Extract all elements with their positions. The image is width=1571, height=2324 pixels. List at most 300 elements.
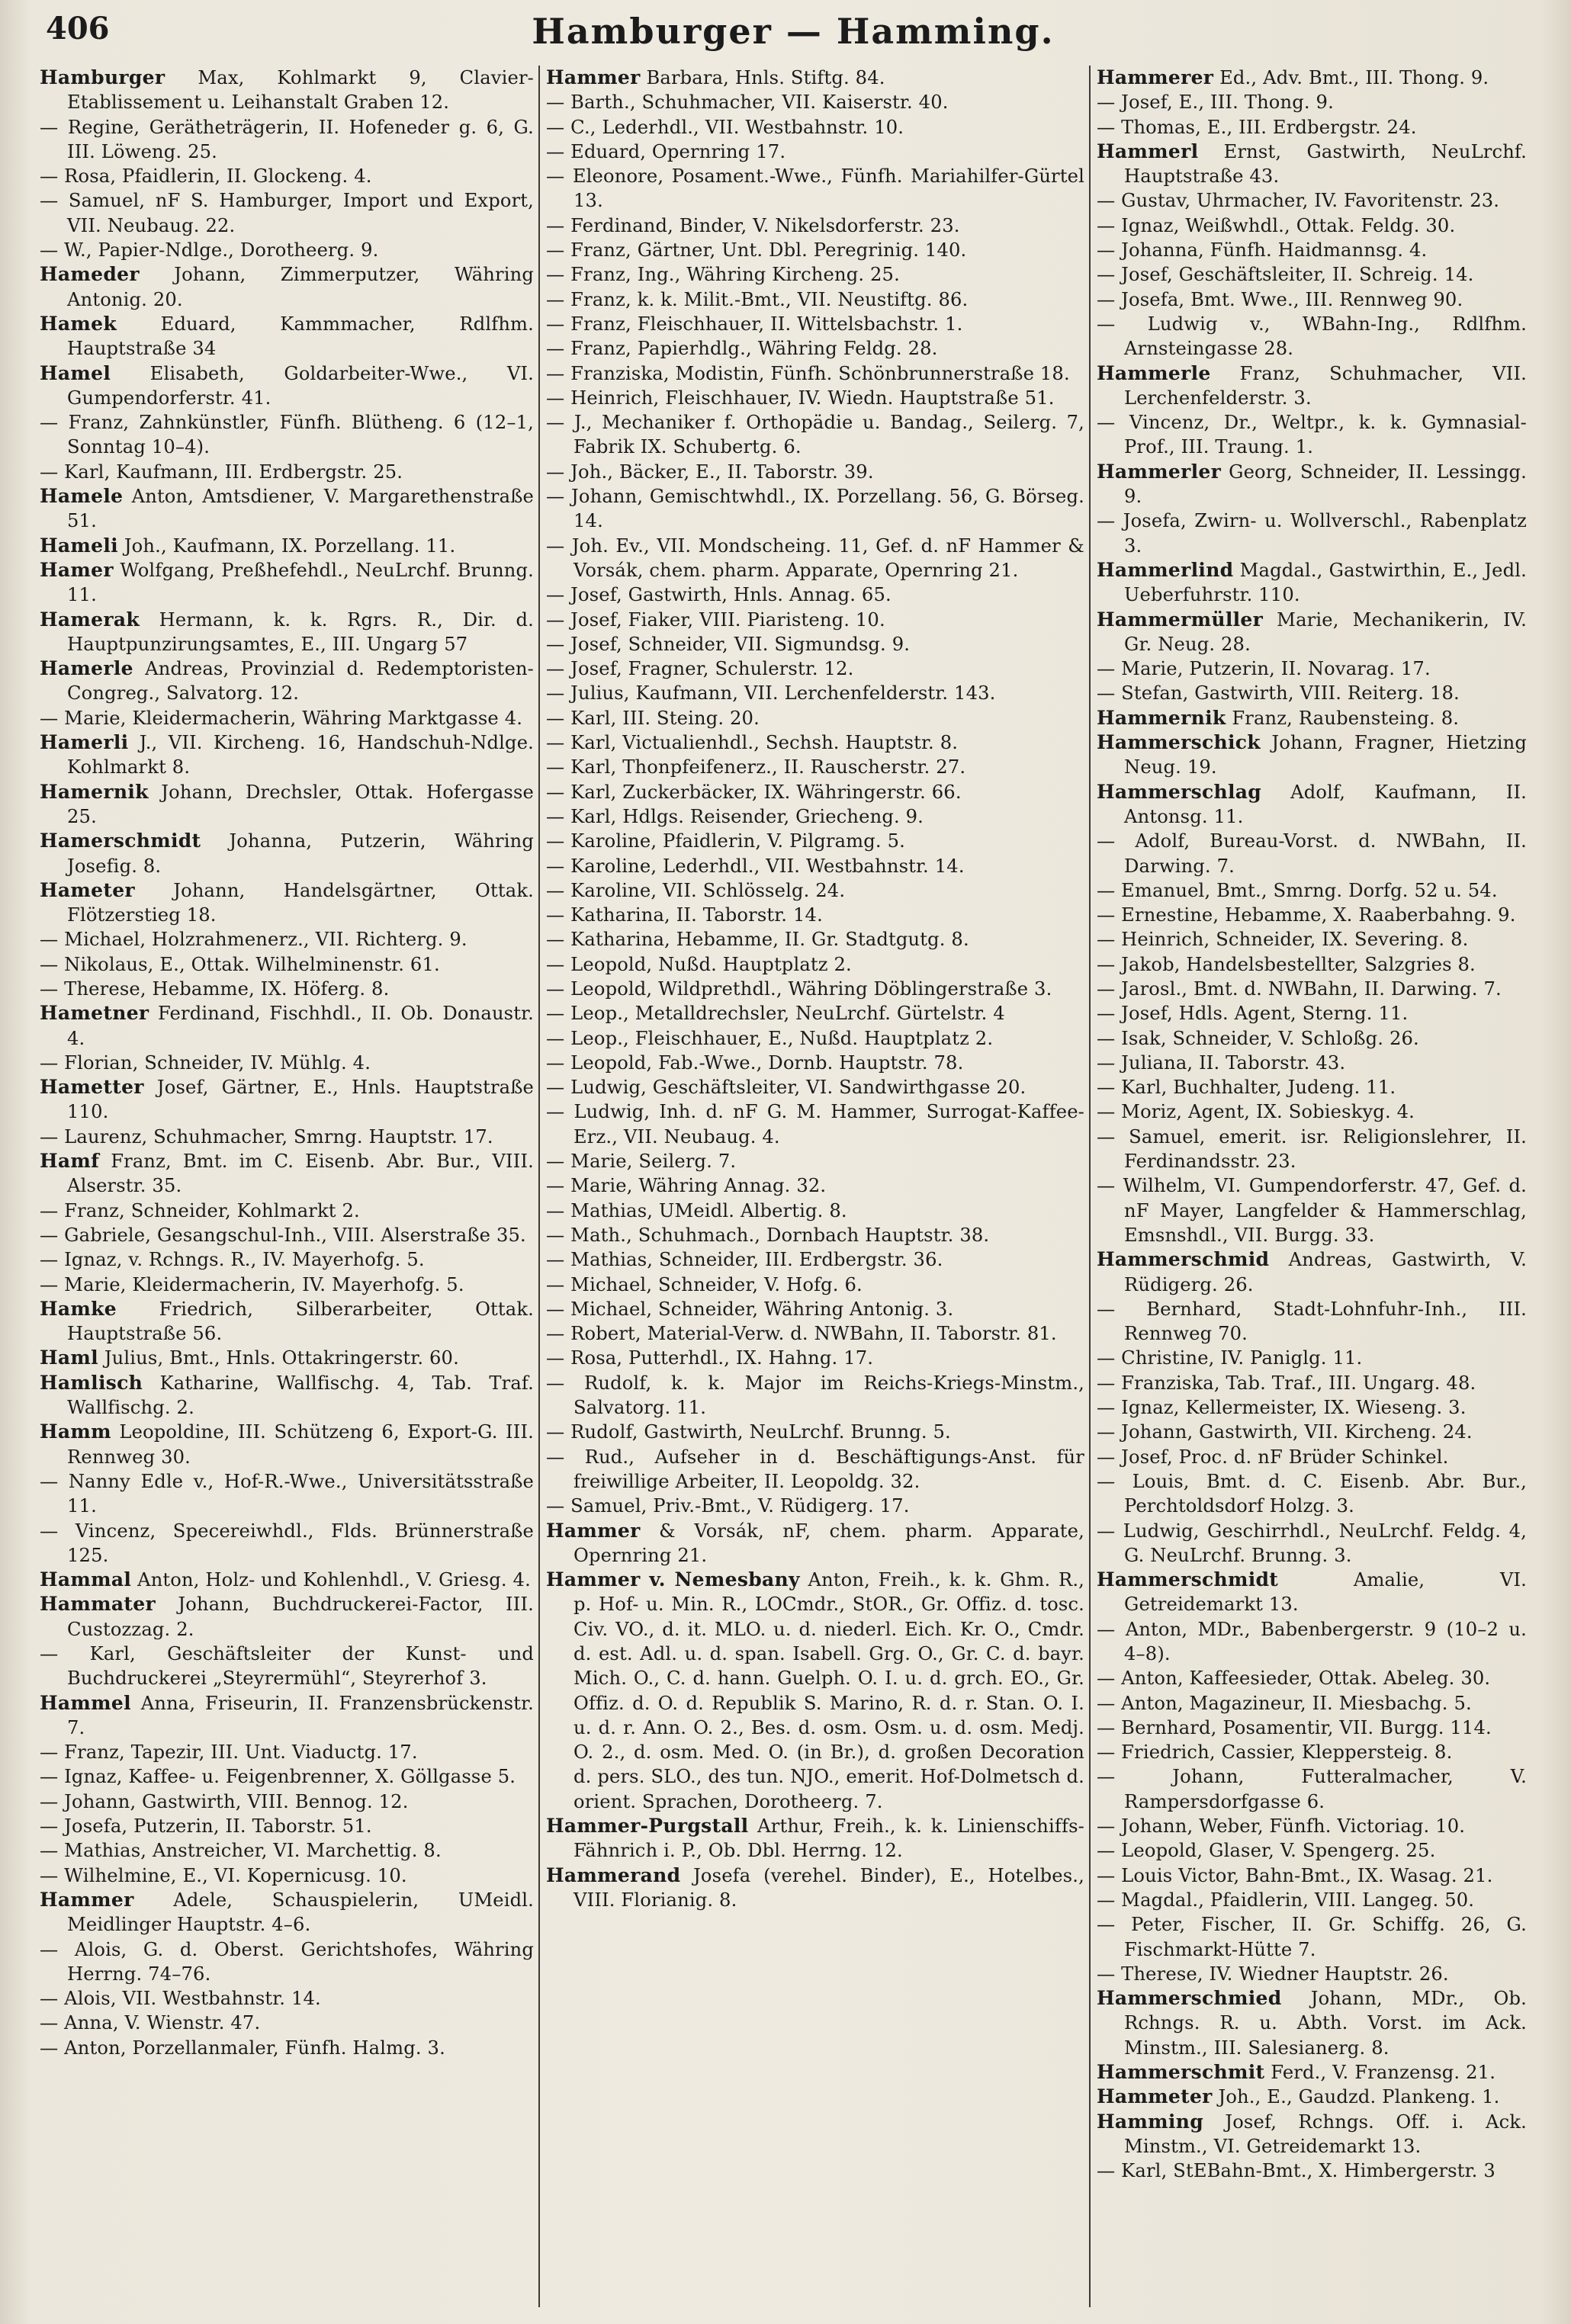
directory-entry	[1097, 1617, 1527, 1667]
directory-entry	[40, 1863, 534, 1888]
entry-text: — Josef, Geschäftsleiter, II. Schreig. 14.	[1097, 264, 1474, 286]
directory-entry	[40, 1149, 534, 1199]
entry-text: — Anton, Magazineur, II. Miesbachg. 5.	[1097, 1692, 1472, 1714]
entry-text: Anton, Freih., k. k. Ghm. R., p. Hof- u. Min. R., LOCmdr., StOR., Gr. Offiz. d. tosc. Civ. VO., d. it. MLO. u. d. niederl. Eich. Kr. O., Cmdr. d. est. Adl. u. d. span. Isabell. Grg. O., Gr. C. d. bayr. Mich. O., C. d. hann. Guelph. O. I. u. d. grch. EO., Gr. Offiz. d. O. d. Republik S. Marino, R. d. r. Stan. O. I. u. d. r. Ann. O. 2., Bes. d. osm. Osm. u. d. osm. Medj. O. 2., d. osm. Med. O. (in Br.), d. großen Decoration d. pers. SLO., des tun. NJO., emerit. Hof-Dolmetsch d. orient. Sprachen, Dorotheerg. 7.	[573, 1569, 1084, 1812]
directory-entry	[1097, 1026, 1527, 1051]
entry-text: — Leop., Fleischhauer, E., Nußd. Hauptplatz 2.	[546, 1027, 994, 1049]
entry-text: Georg, Schneider, II. Lessingg. 9.	[1124, 461, 1527, 508]
directory-entry	[1097, 1075, 1527, 1099]
entry-text: Ernst, Gastwirth, NeuLrchf. Hauptstraße 43.	[1124, 140, 1527, 188]
entry-text: — Franz, Gärtner, Unt. Dbl. Peregrinig. 140.	[546, 239, 967, 262]
entry-surname: Hamek	[40, 312, 117, 335]
directory-entry	[40, 558, 534, 608]
directory-entry	[40, 1838, 534, 1863]
directory-entry	[1097, 681, 1527, 705]
entry-text: — Johann, Gastwirth, VII. Kircheng. 24.	[1097, 1421, 1473, 1443]
directory-entry	[40, 1199, 534, 1223]
directory-entry	[40, 1371, 534, 1420]
entry-surname: Hameli	[40, 534, 118, 557]
entry-surname: Hamming	[1097, 2110, 1203, 2133]
directory-entry	[40, 1814, 534, 1838]
directory-entry	[40, 312, 534, 361]
entry-text: — Karl, Kaufmann, III. Erdbergstr. 25.	[40, 461, 403, 483]
directory-entry	[1097, 460, 1527, 509]
entry-text: — Nikolaus, E., Ottak. Wilhelminenstr. 61.	[40, 953, 440, 975]
entry-text: Joh., Kaufmann, IX. Porzellang. 11.	[117, 534, 456, 557]
entry-text: — Peter, Fischer, II. Gr. Schiffg. 26, G. Fischmarkt-Hütte 7.	[1097, 1914, 1527, 1960]
directory-entry	[1097, 1469, 1527, 1519]
entry-surname: Hamerschmidt	[40, 830, 201, 852]
directory-entry	[1097, 188, 1527, 213]
entry-text: Leopoldine, III. Schützeng 6, Export-G. III. Rennweg 30.	[67, 1421, 534, 1468]
directory-entry	[1097, 262, 1527, 287]
directory-entry	[1097, 1740, 1527, 1764]
entry-text: — Leopold, Glaser, V. Spengerg. 25.	[1097, 1840, 1436, 1862]
entry-text: — Franziska, Modistin, Fünfh. Schönbrunnerstraße 18.	[546, 362, 1070, 384]
entry-text: — Josef, Gastwirth, Hnls. Annag. 65.	[546, 584, 892, 606]
entry-surname: Hametner	[40, 1002, 149, 1025]
entry-text: Anna, Friseurin, II. Franzensbrückenstr. 7.	[67, 1692, 534, 1738]
entry-text: — Ignaz, v. Rchngs. R., IV. Mayerhofg. 5.	[40, 1249, 425, 1271]
entry-text: — Anna, V. Wienstr. 47.	[40, 2012, 261, 2034]
directory-entry	[40, 1420, 534, 1469]
entry-text: — Ignaz, Kellermeister, IX. Wieseng. 3.	[1097, 1397, 1467, 1419]
entry-text: — Michael, Schneider, Währing Antonig. 3.	[546, 1298, 954, 1320]
entry-surname: Hammer	[546, 1519, 641, 1542]
entry-surname: Hammermüller	[1097, 608, 1264, 631]
entry-text: — Jarosl., Bmt. d. NWBahn, II. Darwing. 7.	[1097, 977, 1502, 1000]
directory-entry	[546, 1519, 1084, 1568]
directory-entry	[546, 164, 1084, 213]
directory-entry	[1097, 1666, 1527, 1690]
entry-text: Johanna, Putzerin, Währing Josefig. 8.	[67, 830, 534, 877]
entry-text: — Joh., Bäcker, E., II. Taborstr. 39.	[546, 461, 874, 483]
entry-text: — Ludwig v., WBahn-Ing., Rdlfhm. Arnsteingasse 28.	[1097, 313, 1527, 360]
directory-entry	[40, 706, 534, 730]
entry-text: — Michael, Holzrahmenerz., VII. Richterg. 9.	[40, 929, 467, 951]
entry-text: — Vincenz, Dr., Weltpr., k. k. Gymnasial-Prof., III. Traung. 1.	[1097, 412, 1527, 458]
directory-entry	[546, 140, 1084, 164]
directory-entry	[546, 534, 1084, 583]
entry-surname: Hammerle	[1097, 361, 1211, 384]
entry-text: Hermann, k. k. Rgrs. R., Dir. d. Hauptpunzirungsamtes, E., III. Ungarg 57	[67, 608, 534, 655]
entry-text: — Bernhard, Posamentir, VII. Burgg. 114.	[1097, 1716, 1492, 1738]
entry-text: — Rudolf, Gastwirth, NeuLrchf. Brunng. 5.	[546, 1421, 951, 1443]
directory-entry	[40, 66, 534, 115]
entry-text: — Wilhelmine, E., VI. Kopernicusg. 10.	[40, 1864, 407, 1886]
entry-surname: Hamburger	[40, 66, 165, 88]
entry-text: — Bernhard, Stadt-Lohnfuhr-Inh., III. Rennweg 70.	[1097, 1298, 1527, 1345]
entry-text: — Ludwig, Geschirrhdl., NeuLrchf. Feldg. 4, G. NeuLrchf. Brunng. 3.	[1097, 1520, 1527, 1566]
directory-entry	[546, 903, 1084, 927]
directory-entry	[1097, 558, 1527, 608]
entry-text: — Leop., Metalldrechsler, NeuLrchf. Gürtelstr. 4	[546, 1003, 1005, 1025]
entry-text: — Josef, Proc. d. nF Brüder Schinkel.	[1097, 1446, 1449, 1468]
entry-text: Johann, Drechsler, Ottak. Hofergasse 25.	[67, 781, 534, 827]
entry-text: Josefa (verehel. Binder), E., Hotelbes., VIII. Florianig. 8.	[573, 1864, 1084, 1911]
entry-text: — Mathias, Anstreicher, VI. Marchettig. 8.	[40, 1840, 442, 1862]
entry-text: — Marie, Seilerg. 7.	[546, 1151, 737, 1173]
entry-text: Elisabeth, Goldarbeiter-Wwe., VI. Gumpendorferstr. 41.	[67, 362, 534, 409]
directory-entry	[546, 755, 1084, 779]
directory-entry	[546, 1371, 1084, 1420]
entry-text: Andreas, Gastwirth, V. Rüdigerg. 26.	[1124, 1249, 1527, 1295]
directory-entry	[1097, 878, 1527, 903]
entry-text: — Ignaz, Kaffee- u. Feigenbrenner, X. Göllgasse 5.	[40, 1766, 516, 1788]
entry-surname: Hamerak	[40, 608, 140, 631]
entry-text: — Marie, Währing Annag. 32.	[546, 1175, 827, 1197]
entry-surname: Hameder	[40, 263, 140, 286]
directory-entry	[1097, 1173, 1527, 1247]
entry-text: — C., Lederhdl., VII. Westbahnstr. 10.	[546, 116, 904, 138]
entry-surname: Hammel	[40, 1691, 131, 1714]
directory-entry	[546, 115, 1084, 140]
directory-entry	[546, 608, 1084, 632]
directory-entry	[1097, 90, 1527, 114]
entry-surname: Hammer	[40, 1888, 134, 1911]
directory-entry	[1097, 1519, 1527, 1568]
entry-text: — Katharina, Hebamme, II. Gr. Stadtgutg. 8.	[546, 929, 969, 951]
entry-surname: Hamlisch	[40, 1371, 143, 1394]
entry-surname: Hammater	[40, 1593, 156, 1616]
directory-entry	[1097, 66, 1527, 90]
directory-entry	[40, 188, 534, 238]
directory-entry	[546, 238, 1084, 262]
directory-entry	[546, 1247, 1084, 1272]
directory-entry	[1097, 780, 1527, 830]
entry-text: — Karoline, Lederhdl., VII. Westbahnstr. 14.	[546, 855, 965, 877]
entry-text: — Johann, Gastwirth, VIII. Bennog. 12.	[40, 1790, 409, 1812]
entry-surname: Hammer v. Nemesbany	[546, 1568, 800, 1591]
entry-text: — Karoline, Pfaidlerin, V. Pilgramg. 5.	[546, 830, 905, 852]
directory-entry	[1097, 730, 1527, 780]
directory-entry	[40, 1469, 534, 1519]
directory-entry	[1097, 1912, 1527, 1962]
directory-entry	[1097, 1395, 1527, 1420]
entry-text: — Therese, Hebamme, IX. Höferg. 8.	[40, 977, 390, 1000]
directory-columns	[40, 66, 1527, 2307]
directory-entry	[1097, 140, 1527, 189]
entry-surname: Hammerand	[546, 1863, 681, 1886]
entry-text: — Magdal., Pfaidlerin, VIII. Langeg. 50.	[1097, 1889, 1475, 1911]
entry-text: — Heinrich, Fleischhauer, IV. Wiedn. Hauptstraße 51.	[546, 387, 1055, 409]
entry-text: — Franz, k. k. Milit.-Bmt., VII. Neustiftg. 86.	[546, 288, 969, 310]
directory-entry	[40, 1273, 534, 1297]
directory-entry	[40, 1346, 534, 1370]
entry-text: Max, Kohlmarkt 9, Clavier-Etablissement u. Leihanstalt Graben 12.	[67, 67, 534, 114]
directory-entry	[1097, 706, 1527, 730]
entry-text: Ferd., V. Franzensg. 21.	[1264, 2062, 1496, 2084]
entry-surname: Hammal	[40, 1568, 132, 1591]
entry-text: Josef, Rchngs. Off. i. Ack. Minstm., VI. Getreidemarkt 13.	[1124, 2111, 1527, 2157]
directory-entry	[1097, 1445, 1527, 1469]
entry-text: — Franziska, Tab. Traf., III. Ungarg. 48.	[1097, 1372, 1476, 1394]
entry-text: — Leopold, Wildprethdl., Währing Döblingerstraße 3.	[546, 977, 1052, 1000]
directory-entry	[546, 262, 1084, 287]
entry-text: — Franz, Fleischhauer, II. Wittelsbachstr. 1.	[546, 313, 963, 335]
entry-text: — Josef, Fiaker, VIII. Piaristeng. 10.	[546, 608, 885, 631]
entry-text: — Anton, Kaffeesieder, Ottak. Abeleg. 30.	[1097, 1668, 1491, 1690]
entry-text: — Joh. Ev., VII. Mondscheing. 11, Gef. d. nF Hammer & Vorsák, chem. pharm. Apparate, Opernring 21.	[546, 534, 1084, 581]
directory-entry	[1097, 238, 1527, 262]
directory-entry	[546, 1223, 1084, 1247]
entry-text: — Rosa, Putterhdl., IX. Hahng. 17.	[546, 1347, 874, 1369]
directory-entry	[40, 2036, 534, 2060]
directory-entry	[546, 1173, 1084, 1198]
entry-text: Julius, Bmt., Hnls. Ottakringerstr. 60.	[98, 1347, 459, 1369]
entry-text: — Mathias, UMeidl. Albertig. 8.	[546, 1199, 847, 1221]
entry-surname: Hammer	[546, 66, 641, 88]
directory-entry	[1097, 1051, 1527, 1075]
entry-text: — Samuel, Priv.-Bmt., V. Rüdigerg. 17.	[546, 1495, 910, 1517]
directory-entry	[40, 1075, 534, 1125]
directory-entry	[1097, 1125, 1527, 1174]
entry-text: — Barth., Schuhmacher, VII. Kaiserstr. 40.	[546, 91, 949, 114]
entry-text: — Isak, Schneider, V. Schloßg. 26.	[1097, 1027, 1419, 1049]
entry-text: — Rud., Aufseher in d. Beschäftigungs-Anst. für freiwillige Arbeiter, II. Leopoldg. 32.	[546, 1446, 1084, 1492]
entry-text: — Samuel, nF S. Hamburger, Import und Export, VII. Neubaug. 22.	[40, 190, 534, 236]
directory-entry	[40, 1297, 534, 1347]
directory-entry	[546, 854, 1084, 878]
entry-surname: Hammeter	[1097, 2085, 1213, 2108]
entry-text: — Karl, Victualienhdl., Sechsh. Hauptstr. 8.	[546, 732, 959, 754]
directory-entry	[1097, 977, 1527, 1001]
directory-entry	[546, 386, 1084, 410]
directory-entry	[546, 1321, 1084, 1346]
entry-surname: Hamerli	[40, 731, 129, 754]
entry-text: — Nanny Edle v., Hof-R.-Wwe., Universitätsstraße 11.	[40, 1470, 534, 1517]
directory-entry	[1097, 1716, 1527, 1740]
entry-text: — Eduard, Opernring 17.	[546, 140, 786, 162]
directory-entry	[40, 1642, 534, 1691]
directory-entry	[40, 730, 534, 780]
directory-entry	[546, 927, 1084, 952]
directory-entry	[40, 1247, 534, 1272]
directory-entry	[40, 164, 534, 188]
directory-entry	[546, 1273, 1084, 1297]
entry-text: Barbara, Hnls. Stiftg. 84.	[640, 67, 885, 88]
directory-entry	[40, 1125, 534, 1149]
entry-text: — Karl, Thonpfeifenerz., II. Rauscherstr. 27.	[546, 756, 966, 778]
directory-entry	[546, 632, 1084, 656]
directory-entry	[546, 410, 1084, 460]
directory-entry	[546, 336, 1084, 361]
directory-entry	[546, 878, 1084, 903]
entry-text: — Marie, Putzerin, II. Novarag. 17.	[1097, 658, 1431, 680]
entry-surname: Hammer-Purgstall	[546, 1815, 749, 1838]
directory-entry	[40, 829, 534, 878]
entry-text: — Wilhelm, VI. Gumpendorferstr. 47, Gef. d. nF Mayer, Langfelder & Hammerschlag, Emsnshdl., VII. Burgg. 33.	[1097, 1175, 1527, 1246]
entry-text: — Robert, Material-Verw. d. NWBahn, II. Taborstr. 81.	[546, 1323, 1057, 1345]
entry-text: — Josefa, Zwirn- u. Wollverschl., Rabenplatz 3.	[1097, 510, 1527, 557]
entry-text: — Therese, IV. Wiedner Hauptstr. 26.	[1097, 1963, 1449, 1985]
directory-entry	[546, 460, 1084, 484]
entry-text: — Math., Schuhmach., Dornbach Hauptstr. 38.	[546, 1224, 990, 1246]
directory-entry	[1097, 903, 1527, 927]
entry-surname: Hammerler	[1097, 460, 1222, 483]
entry-text: — Josefa, Putzerin, II. Taborstr. 51.	[40, 1815, 372, 1838]
entry-text: — Karl, Geschäftsleiter der Kunst- und Buchdruckerei „Steyrermühl“, Steyrerhof 3.	[40, 1643, 534, 1690]
directory-entry	[546, 1051, 1084, 1075]
entry-text: Johann, Zimmerputzer, Währing Antonig. 20.	[67, 264, 534, 310]
entry-text: — Franz, Schneider, Kohlmarkt 2.	[40, 1199, 360, 1221]
entry-text: — Thomas, E., III. Erdbergstr. 24.	[1097, 116, 1417, 138]
directory-entry	[1097, 1986, 1527, 2060]
entry-surname: Hamm	[40, 1420, 111, 1443]
directory-entry	[40, 1764, 534, 1789]
entry-text: — Franz, Ing., Währing Kircheng. 25.	[546, 264, 900, 286]
directory-entry	[546, 312, 1084, 336]
entry-text: — Johanna, Fünfh. Haidmannsg. 4.	[1097, 239, 1428, 262]
page-header	[46, 11, 1540, 56]
directory-entry	[546, 829, 1084, 853]
directory-entry	[40, 115, 534, 165]
directory-entry	[1097, 410, 1527, 460]
directory-entry	[546, 66, 1084, 90]
directory-entry	[40, 780, 534, 830]
entry-surname: Hammerschlag	[1097, 780, 1262, 803]
directory-entry	[40, 927, 534, 952]
directory-entry	[1097, 2085, 1527, 2109]
directory-entry	[546, 656, 1084, 681]
entry-text: — Karl, Zuckerbäcker, IX. Währingerstr. 66.	[546, 781, 962, 803]
directory-entry	[546, 730, 1084, 755]
directory-entry	[546, 1297, 1084, 1321]
entry-text: — Johann, Gemischtwhdl., IX. Porzellang. 56, G. Börseg. 14.	[546, 486, 1084, 532]
entry-surname: Hamke	[40, 1297, 117, 1320]
directory-entry	[40, 1051, 534, 1075]
entry-surname: Hammernik	[1097, 706, 1226, 729]
directory-entry	[546, 1001, 1084, 1026]
entry-text: — Gabriele, Gesangschul-Inh., VIII. Alserstraße 35.	[40, 1224, 526, 1246]
entry-text: — Louis, Bmt. d. C. Eisenb. Abr. Bur., Perchtoldsdorf Holzg. 3.	[1097, 1470, 1527, 1517]
entry-text: Katharine, Wallfischg. 4, Tab. Traf. Wallfischg. 2.	[67, 1372, 534, 1419]
entry-text: — W., Papier-Ndlge., Dorotheerg. 9.	[40, 239, 379, 262]
column-2	[546, 66, 1084, 2307]
directory-entry	[40, 1001, 534, 1051]
directory-entry	[546, 1814, 1084, 1863]
entry-text: — Christine, IV. Paniglg. 11.	[1097, 1347, 1363, 1369]
directory-entry	[546, 583, 1084, 607]
directory-entry	[1097, 115, 1527, 140]
entry-text: — Ludwig, Geschäftsleiter, VI. Sandwirthgasse 20.	[546, 1077, 1026, 1099]
entry-text: — Leopold, Fab.-Wwe., Dornb. Hauptstr. 78.	[546, 1051, 964, 1074]
entry-text: — Ernestine, Hebamme, X. Raaberbahng. 9.	[1097, 904, 1516, 926]
directory-entry	[40, 238, 534, 262]
directory-entry	[546, 90, 1084, 114]
entry-text: Andreas, Provinzial d. Redemptoristen-Congreg., Salvatorg. 12.	[67, 658, 534, 705]
entry-surname: Hammerschmied	[1097, 1987, 1282, 2010]
column-1	[40, 66, 534, 2307]
entry-text: Franz, Bmt. im C. Eisenb. Abr. Bur., VIII. Alserstr. 35.	[67, 1151, 534, 1197]
directory-entry	[40, 1223, 534, 1247]
entry-text: — Michael, Schneider, V. Hofg. 6.	[546, 1273, 863, 1295]
entry-text: — Franz, Tapezir, III. Unt. Viaductg. 17.	[40, 1741, 418, 1764]
entry-surname: Hamernik	[40, 780, 149, 803]
directory-entry	[1097, 1371, 1527, 1395]
entry-text: — Emanuel, Bmt., Smrng. Dorfg. 52 u. 54.	[1097, 879, 1498, 901]
directory-entry	[40, 656, 534, 706]
column-divider	[538, 66, 540, 2307]
entry-text: Arthur, Freih., k. k. Linienschiffs-Fähnrich i. P., Ob. Dbl. Herrng. 12.	[573, 1815, 1084, 1862]
directory-entry	[40, 1937, 534, 1987]
entry-text: Wolfgang, Preßhefehdl., NeuLrchf. Brunng. 11.	[67, 559, 534, 606]
entry-text: — Anton, MDr., Babenbergerstr. 9 (10–2 u. 4–8).	[1097, 1618, 1527, 1664]
directory-entry	[1097, 1691, 1527, 1716]
directory-entry	[40, 460, 534, 484]
entry-text: — Johann, Futteralmacher, V. Rampersdorfgasse 6.	[1097, 1766, 1527, 1812]
directory-entry	[40, 361, 534, 411]
directory-entry	[1097, 1814, 1527, 1838]
directory-entry	[1097, 361, 1527, 411]
entry-text: — Heinrich, Schneider, IX. Severing. 8.	[1097, 929, 1469, 951]
entry-text: — Josef, Schneider, VII. Sigmundsg. 9.	[546, 633, 911, 655]
directory-entry	[1097, 1838, 1527, 1863]
directory-entry	[1097, 1247, 1527, 1297]
entry-surname: Hamer	[40, 558, 114, 581]
directory-entry	[1097, 927, 1527, 952]
entry-text: — Josef, E., III. Thong. 9.	[1097, 91, 1334, 114]
entry-surname: Hammerlind	[1097, 558, 1234, 581]
directory-entry	[1097, 1099, 1527, 1124]
entry-surname: Hammerschmid	[1097, 1248, 1270, 1271]
directory-entry	[546, 1346, 1084, 1370]
directory-entry	[1097, 2060, 1527, 2085]
directory-entry	[40, 1888, 534, 1937]
entry-text: Johann, Fragner, Hietzing Neug. 19.	[1124, 732, 1527, 778]
directory-entry	[546, 706, 1084, 730]
directory-entry	[546, 780, 1084, 804]
directory-entry	[1097, 2159, 1527, 2183]
directory-entry	[546, 952, 1084, 977]
entry-text: — Regine, Gerätheträgerin, II. Hofeneder g. 6, G. III. Löweng. 25.	[40, 116, 534, 162]
directory-entry	[1097, 1764, 1527, 1814]
entry-text: — Florian, Schneider, IV. Mühlg. 4.	[40, 1051, 371, 1074]
directory-entry	[1097, 829, 1527, 878]
entry-text: — Juliana, II. Taborstr. 43.	[1097, 1051, 1346, 1074]
directory-entry	[1097, 1420, 1527, 1444]
entry-text: — Stefan, Gastwirth, VIII. Reiterg. 18.	[1097, 682, 1460, 705]
entry-text: Johann, Handelsgärtner, Ottak. Flötzerstieg 18.	[67, 879, 534, 926]
entry-surname: Hamf	[40, 1150, 100, 1173]
entry-text: Johann, Buchdruckerei-Factor, III. Custozzag. 2.	[67, 1594, 534, 1640]
entry-surname: Hammerer	[1097, 66, 1214, 88]
directory-entry	[546, 1494, 1084, 1518]
directory-entry	[40, 1740, 534, 1764]
entry-text: — Jakob, Handelsbestellter, Salzgries 8.	[1097, 953, 1476, 975]
directory-entry	[40, 534, 534, 558]
entry-text: Marie, Mechanikerin, IV. Gr. Neug. 28.	[1124, 608, 1527, 655]
entry-text: — Moriz, Agent, IX. Sobieskyg. 4.	[1097, 1101, 1415, 1123]
directory-entry	[1097, 287, 1527, 312]
entry-text: — Josef, Hdls. Agent, Sterng. 11.	[1097, 1003, 1409, 1025]
entry-text: — Karl, Hdlgs. Reisender, Griecheng. 9.	[546, 805, 924, 827]
directory-entry	[1097, 1863, 1527, 1888]
directory-entry	[40, 608, 534, 657]
directory-entry	[546, 213, 1084, 238]
column-3	[1097, 66, 1527, 2307]
entry-text: Ed., Adv. Bmt., III. Thong. 9.	[1213, 67, 1489, 88]
entry-text: — Friedrich, Cassier, Kleppersteig. 8.	[1097, 1741, 1453, 1764]
directory-entry	[40, 1568, 534, 1592]
entry-text: Ferdinand, Fischhdl., II. Ob. Donaustr. 4.	[67, 1003, 534, 1049]
directory-entry	[40, 484, 534, 534]
entry-text: — Karl, StEBahn-Bmt., X. Himbergerstr. 3	[1097, 2160, 1496, 2182]
directory-entry	[1097, 1888, 1527, 1912]
entry-surname: Haml	[40, 1347, 98, 1369]
entry-text: Adolf, Kaufmann, II. Antonsg. 11.	[1124, 781, 1527, 827]
directory-entry	[40, 410, 534, 460]
